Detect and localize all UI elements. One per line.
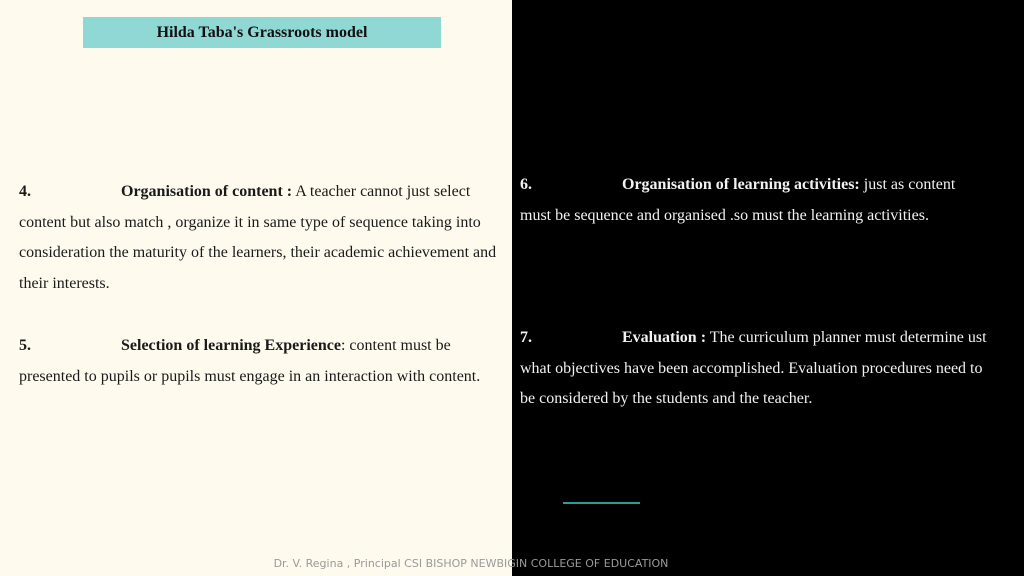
item-heading: Selection of learning Experience [121,337,341,354]
item-text: The curriculum planner must determine ust what objectives have been accomplished. Evaluation procedures need to be considered by the students and the teacher. [520,329,987,407]
footer-credit: Dr. V. Regina , Principal CSI BISHOP NEWBIGIN COLLEGE OF EDUCATION [273,557,669,570]
slide-title: Hilda Taba's Grassroots model [83,17,441,48]
accent-line [563,502,640,504]
item-4 [19,177,499,299]
item-heading: Evaluation : [622,329,707,346]
item-6 [520,170,990,231]
item-7 [520,323,1000,415]
item-5 [19,331,489,392]
item-heading: Organisation of content : [121,183,293,200]
item-text: A teacher cannot just select content but also match , organize it in same type of sequence taking into consideration the maturity of the learners, their academic achievement and their interests. [19,183,497,292]
item-number: 7. [520,329,532,346]
item-number: 4. [19,183,31,200]
item-text: : content must be presented to pupils or pupils must engage in an interaction with content. [19,337,481,385]
item-number: 5. [19,337,31,354]
right-panel [512,0,1024,576]
item-text: just as content must be sequence and organised .so must the learning activities. [520,176,956,224]
item-number: 6. [520,176,532,193]
item-heading: Organisation of learning activities: [622,176,860,193]
